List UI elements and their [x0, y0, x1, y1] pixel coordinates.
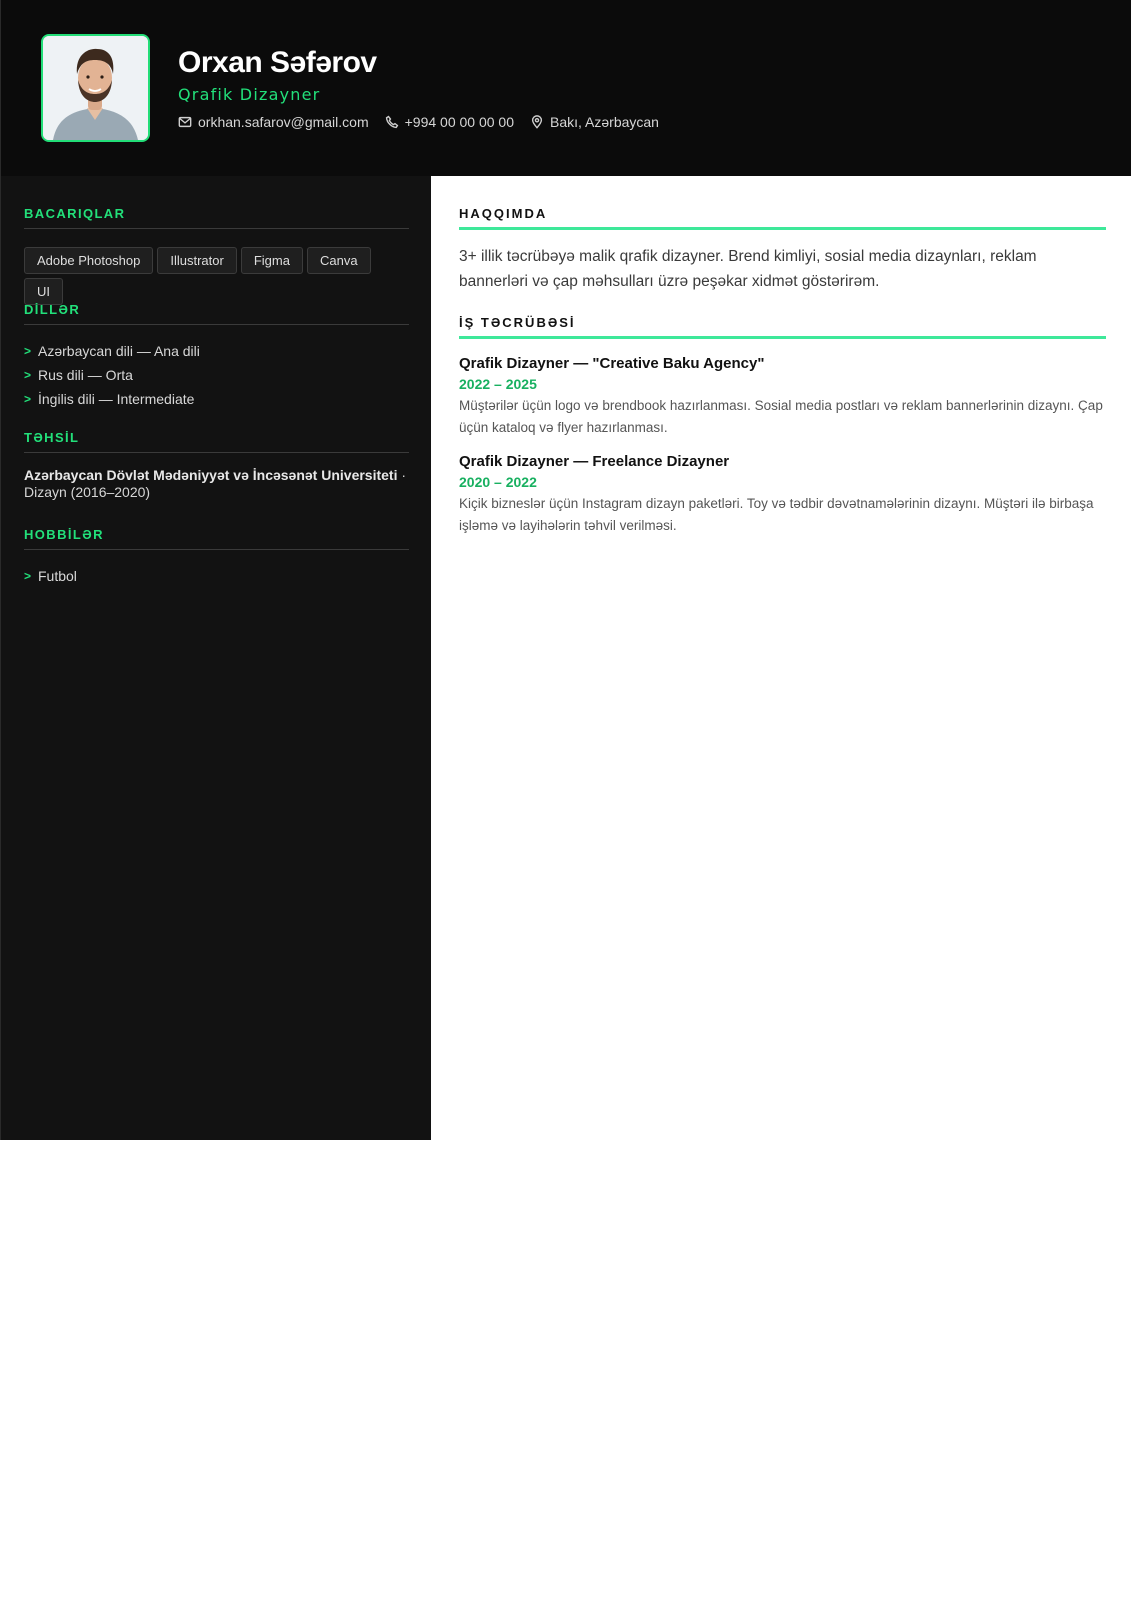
phone-icon	[385, 115, 399, 129]
education-school: Azərbaycan Dövlət Mədəniyyət və İncəsənət Universiteti	[24, 467, 398, 483]
education-detail: · Dizayn (2016–2020)	[24, 467, 407, 500]
languages-list	[24, 339, 409, 411]
skill-chip: Illustrator	[157, 247, 236, 274]
language-text: Rus dili — Orta	[38, 367, 133, 383]
hobby-text: Futbol	[38, 568, 77, 584]
candidate-role: Qrafik Dizayner	[178, 85, 321, 104]
language-text: İngilis dili — Intermediate	[38, 391, 195, 407]
hobbies-heading: HOBBİLƏR	[24, 527, 409, 550]
job-dates: 2022 – 2025	[459, 376, 537, 392]
skill-chip: Figma	[241, 247, 303, 274]
email-contact[interactable]	[178, 114, 369, 130]
skill-chip: UI	[24, 278, 63, 305]
hobbies-section	[24, 527, 409, 588]
arrow-bullet-icon: >	[24, 569, 32, 583]
profile-photo-illustration	[43, 36, 148, 140]
job-description: Kiçik bizneslər üçün Instagram dizayn paketləri. Toy və tədbir dəvətnamələrinin dizaynı. Müştəri ilə birbaşa işləmə və layihələrin təhvil verilməsi.	[459, 496, 1094, 533]
sidebar	[0, 176, 431, 1140]
education-entry	[24, 467, 409, 501]
skills-list	[24, 247, 409, 305]
skill-chip: Adobe Photoshop	[24, 247, 153, 274]
education-section	[24, 430, 409, 501]
location-pin-icon	[530, 115, 544, 129]
languages-heading: DİLLƏR	[24, 302, 409, 325]
list-item	[24, 339, 409, 363]
list-item	[24, 363, 409, 387]
skills-heading: BACARIQLAR	[24, 206, 409, 229]
arrow-bullet-icon: >	[24, 368, 32, 382]
resume-header	[0, 0, 1131, 176]
candidate-name: Orxan Səfərov	[178, 46, 377, 79]
job-entry	[459, 355, 1106, 438]
mail-icon	[178, 115, 192, 129]
languages-section	[24, 302, 409, 411]
skill-chip: Canva	[307, 247, 371, 274]
location-contact	[530, 114, 659, 130]
skills-section	[24, 206, 409, 305]
contact-info	[178, 114, 659, 130]
hobbies-list	[24, 564, 409, 588]
phone-text: +994 00 00 00 00	[404, 114, 515, 130]
location-text: Bakı, Azərbaycan	[550, 114, 659, 130]
arrow-bullet-icon: >	[24, 344, 32, 358]
language-text: Azərbaycan dili — Ana dili	[38, 343, 200, 359]
experience-section	[459, 315, 1106, 536]
about-text: 3+ illik təcrübəyə malik qrafik dizayner. Brend kimliyi, sosial media dizaynları, reklam bannerləri və çap məhsulları üzrə peşəkar xidmət göstərirəm.	[459, 248, 1037, 290]
experience-heading: İŞ TƏCRÜBƏSİ	[459, 315, 1106, 339]
job-title: Qrafik Dizayner — Freelance Dizayner	[459, 453, 730, 470]
job-title: Qrafik Dizayner — "Creative Baku Agency"	[459, 355, 765, 372]
profile-photo	[41, 34, 150, 142]
education-heading: TƏHSİL	[24, 430, 409, 453]
list-item	[24, 387, 409, 411]
about-section	[459, 206, 1106, 294]
job-dates: 2020 – 2022	[459, 474, 537, 490]
list-item	[24, 564, 409, 588]
arrow-bullet-icon: >	[24, 392, 32, 406]
phone-contact[interactable]	[385, 114, 514, 130]
main-content	[431, 176, 1131, 1140]
job-entry	[459, 453, 1106, 536]
email-text: orkhan.safarov@gmail.com	[198, 114, 369, 130]
job-description: Müştərilər üçün logo və brendbook hazırlanması. Sosial media postları və reklam bannerlərinin dizaynı. Çap üçün kataloq və flyer hazırlanması.	[459, 398, 1103, 435]
about-heading: HAQQIMDA	[459, 206, 1106, 230]
